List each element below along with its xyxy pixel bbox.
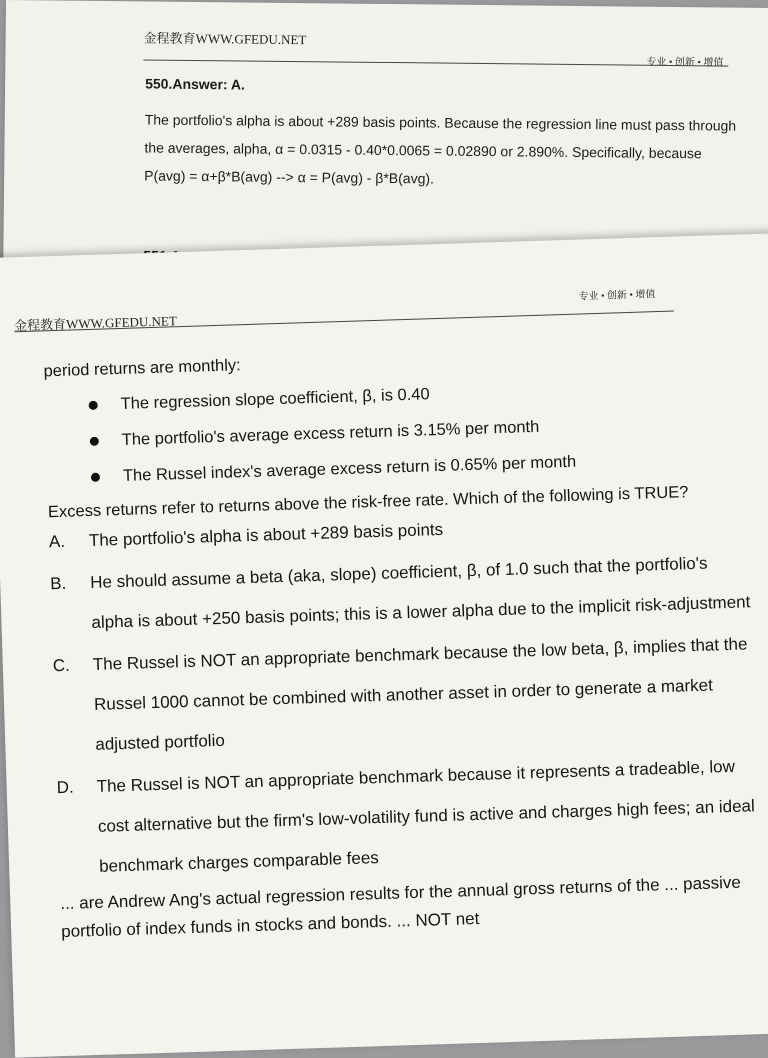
option-c — [52, 624, 755, 766]
answer-550-heading: 550.Answer: A. — [145, 75, 246, 93]
question-intro: period returns are monthly: — [43, 356, 241, 381]
answer-section — [144, 75, 745, 195]
option-text: The Russel is NOT an appropriate benchmark because the low beta, β, implies that the Russel 1000 cannot be combined with another asset in order to generate a market adjusted portfolio — [92, 634, 748, 754]
option-text: The portfolio's alpha is about +289 basis points — [88, 519, 444, 551]
option-d — [56, 746, 759, 888]
option-letter: C. — [52, 655, 71, 676]
option-text: He should assume a beta (aka, slope) coefficient, β, of 1.0 such that the portfolio's alpha is about +250 basis points; this is a lower alpha due to the implicit risk-adjustment — [89, 553, 751, 632]
option-letter: D. — [56, 777, 74, 798]
tagline-text: 专业 • 创新 • 增值 — [646, 56, 724, 69]
option-letter: A. — [48, 531, 66, 552]
answer-options — [48, 500, 759, 888]
option-text: The Russel is NOT an appropriate benchmark because it represents a tradeable, low cost alternative but the firm's low-volatility fund is active and charges high fees; an ideal benchmark charges comparable fees — [96, 756, 756, 876]
header-rule — [143, 59, 728, 66]
answer-550-explanation: The portfolio's alpha is about +289 basis points. Because the regression line must pass through the averages, alpha, α = 0.0315 - 0.40*0.0065 = 0.02890 or 2.890%. Specifically, because P(avg) = α+β*B(avg) --> α = P(avg) - β*B(avg). — [144, 111, 737, 187]
fact-bullet: The portfolio's average excess return is 3.15% per month — [89, 409, 745, 452]
option-letter: B. — [49, 573, 67, 594]
next-question-fragment: ... are Andrew Ang's actual regression results for the annual gross returns of the ... passive portfolio of index funds in stocks and bonds. ... NOT net — [60, 872, 742, 942]
fact-bullet: The regression slope coefficient, β, is 0.40 — [88, 373, 744, 416]
given-facts-list — [88, 373, 747, 488]
tagline-text: 专业 • 创新 • 增值 — [578, 289, 656, 303]
front-page-header — [13, 281, 674, 338]
question-section — [43, 340, 761, 946]
back-page-header — [143, 25, 743, 71]
question-text: Excess returns refer to returns above the risk-free rate. Which of the following is TRUE? — [47, 483, 689, 522]
front-page — [0, 233, 768, 1058]
brand-text: 金程教育WWW.GFEDU.NET — [13, 313, 178, 334]
fact-bullet: The Russel index's average excess return is 0.65% per month — [91, 445, 747, 488]
brand-text: 金程教育WWW.GFEDU.NET — [143, 30, 307, 48]
